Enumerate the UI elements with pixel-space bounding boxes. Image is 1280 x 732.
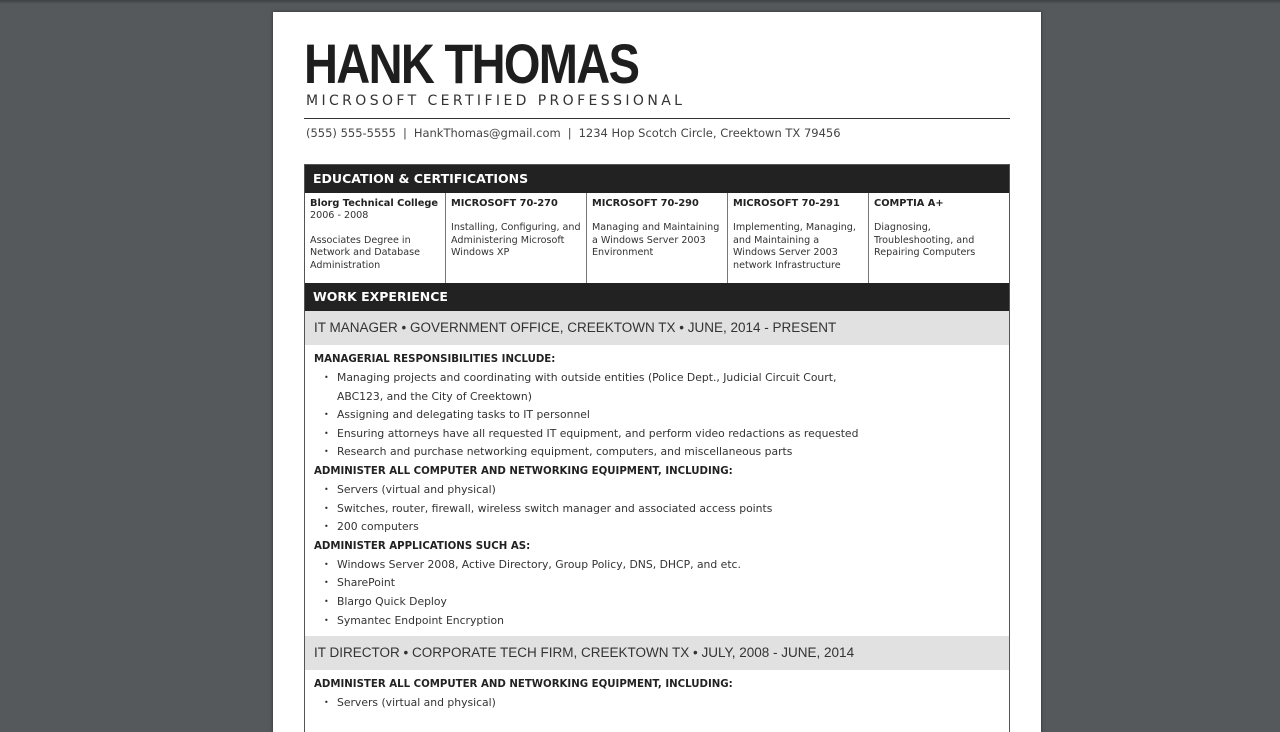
education-item-title: MICROSOFT 70-291 [733,198,840,209]
education-item [446,193,587,283]
professional-title: MICROSOFT CERTIFIED PROFESSIONAL [306,93,686,109]
window-top-shadow [0,0,1280,4]
contact-separator: | [402,126,407,140]
job-title-bar: IT DIRECTOR • CORPORATE TECH FIRM, CREEKTOWN TX • JULY, 2008 - JUNE, 2014 [305,636,1009,670]
education-item-description: Diagnosing, Troubleshooting, and Repairing Computers [874,222,976,259]
education-item-title: Blorg Technical College [310,198,439,209]
bullet-item: • 200 computers [314,518,1000,537]
education-item-description: Installing, Configuring, and Administering Microsoft Windows XP [451,222,581,259]
responsibility-heading: ADMINISTER APPLICATIONS SUCH AS: [314,540,531,552]
contact-address: 1234 Hop Scotch Circle, Creektown TX 79456 [578,126,841,140]
bullet-item: • Symantec Endpoint Encryption [314,612,1000,631]
bullet-item: • Windows Server 2008, Active Directory, Group Policy, DNS, DHCP, and etc. [314,556,1000,575]
education-item-description: Associates Degree in Network and Database Administration [310,234,420,271]
bullet-item: • Assigning and delegating tasks to IT personnel [314,406,1000,425]
job-details [305,670,1009,719]
bullet-item: • Managing projects and coordinating with outside entities (Police Dept., Judicial Circuit Court, ABC123, and the City of Creektown) [314,369,837,406]
responsibility-heading: MANAGERIAL RESPONSIBILITIES INCLUDE: [314,354,556,365]
education-item-description: Managing and Maintaining a Windows Server 2003 Environment [592,222,720,259]
bullet-item: • Blargo Quick Deploy [314,593,1000,612]
bullet-item: • SharePoint [314,574,1000,593]
bullet-item: • Servers (virtual and physical) [314,694,1000,713]
contact-email: HankThomas@gmail.com [413,126,561,140]
bullet-item: • Research and purchase networking equipment, computers, and miscellaneous parts [314,443,1000,462]
resume-page [273,12,1041,732]
contact-separator: | [567,126,572,140]
bullet-item: • Switches, router, firewall, wireless switch manager and associated access points [314,500,1000,519]
education-item [587,193,728,283]
education-item-description: Implementing, Managing, and Maintaining a Windows Server 2003 network Infrastructure [733,222,856,271]
contact-phone: (555) 555-5555 [306,126,396,140]
education-item-title: COMPTIA A+ [874,198,944,209]
education-item-dates: 2006 - 2008 [310,210,369,222]
job-details [305,345,1009,636]
education-row [305,193,1009,283]
job-title-bar: IT MANAGER • GOVERNMENT OFFICE, CREEKTOWN TX • JUNE, 2014 - PRESENT [305,311,1009,345]
candidate-name: HANK THOMAS [304,32,639,95]
education-item-title: MICROSOFT 70-270 [451,198,558,209]
responsibility-heading: ADMINISTER ALL COMPUTER AND NETWORKING EQUIPMENT, INCLUDING: [314,465,733,477]
education-item [728,193,869,283]
education-item-title: MICROSOFT 70-290 [592,198,699,209]
responsibility-heading: ADMINISTER ALL COMPUTER AND NETWORKING EQUIPMENT, INCLUDING: [314,679,733,691]
education-item [305,193,446,283]
resume-body [304,164,1010,732]
education-item [869,193,1009,283]
bullet-item: • Ensuring attorneys have all requested IT equipment, and perform video redactions as requested [314,425,1000,444]
header-divider [304,118,1010,119]
bullet-item: • Servers (virtual and physical) [314,481,1000,500]
contact-line [306,126,841,140]
education-heading: EDUCATION & CERTIFICATIONS [305,165,1009,193]
work-experience-heading: WORK EXPERIENCE [305,283,1009,311]
